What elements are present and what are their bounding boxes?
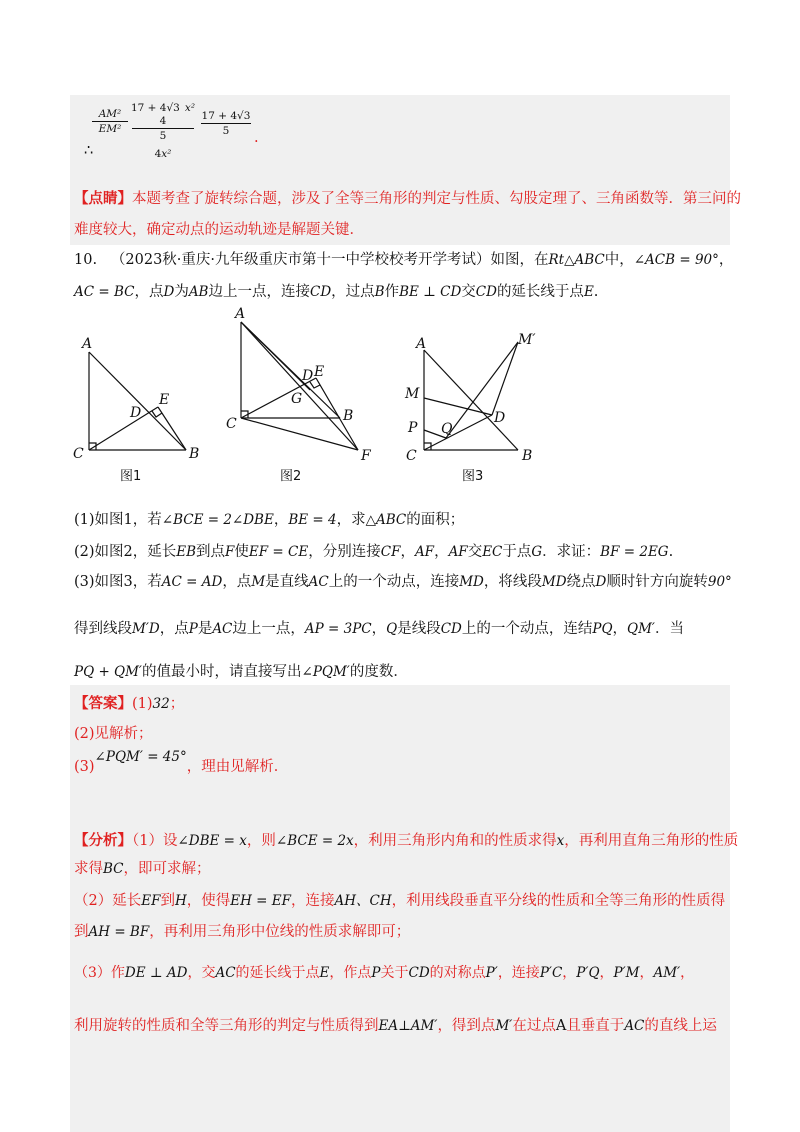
fig3-label-b: B [522, 448, 533, 464]
fig2-label-b: B [343, 408, 354, 424]
question-3-line-3 [74, 661, 408, 683]
problem-point-e: E [583, 284, 594, 300]
analysis-math: ∠DBE = x [177, 833, 247, 849]
problem-point-d: D [163, 284, 175, 300]
q3-text: ，点 [222, 574, 252, 590]
analysis-text: ，作点 [329, 965, 372, 981]
q3-d: D [595, 574, 607, 590]
q3-m: M [251, 574, 266, 590]
analysis-math: AH、CH [334, 893, 392, 909]
analysis-math: AM′ [653, 965, 681, 981]
analysis-text: ，利用线段垂直平分线的性质和全等三角形的性质得 [391, 893, 726, 909]
analysis-text: ，连接 [497, 965, 540, 981]
q3-text: (3)如图3，若 [74, 574, 162, 590]
analysis-math: BC [103, 861, 124, 877]
fig3-line-md [424, 398, 492, 415]
formula-period: . [254, 130, 259, 146]
answer-1-end: ； [169, 696, 185, 712]
question-3-line-2 [74, 618, 684, 640]
analysis-math: H [174, 893, 187, 909]
q2-eb: EB [176, 544, 197, 560]
formula-result-den: 5 [222, 125, 230, 137]
formula-result [198, 110, 254, 137]
question-2 [74, 541, 673, 563]
fig1-caption: 图1 [120, 469, 142, 484]
problem-text: 作 [384, 284, 400, 300]
q3-ap: AP = 3PC [304, 621, 372, 637]
q3-text: 得到线段 [74, 621, 132, 637]
q3-text: 顺时针方向旋转 [606, 574, 708, 590]
q3-sum: PQ + QM′ [74, 664, 143, 680]
fig3-line-mpd [492, 342, 518, 415]
answer-line-2: (2)见解析； [74, 726, 153, 742]
problem-text: 的延长线于点 [496, 284, 584, 300]
q2-text: ．求证： [542, 544, 601, 560]
analysis-p1-line-2 [74, 858, 211, 880]
fig2-label-d: D [302, 368, 314, 384]
problem-rt: Rt△ABC [548, 252, 605, 268]
analysis-p3-line-2 [74, 1015, 717, 1037]
q1-be: BE = 4 [288, 512, 337, 528]
problem-ac-bc: AC = BC [74, 284, 135, 300]
fig3-label-m: M [405, 386, 420, 402]
q3-text: ， [612, 621, 628, 637]
analysis-math: EH = EF [230, 893, 291, 909]
q2-text: 使 [234, 544, 249, 560]
q2-af: AF [414, 544, 435, 560]
formula-den-x: x² [161, 148, 172, 160]
analysis-text: ，连接 [291, 893, 335, 909]
problem-text: ，点 [134, 284, 164, 300]
answer-tag: 【答案】 [74, 695, 132, 712]
q3-mpd: M′D [132, 621, 160, 637]
analysis-text: ， [599, 965, 614, 981]
q1-triangle: △ABC [365, 512, 407, 528]
analysis-text: 的延长线于点 [235, 965, 320, 981]
analysis-tag: 【分析】 [74, 832, 132, 849]
q3-text: ， [371, 621, 387, 637]
q2-af: AF [448, 544, 468, 560]
fig3-label-m-prime: M′ [518, 332, 536, 348]
fig2-label-c: C [226, 416, 237, 432]
analysis-text: （3）作 [74, 965, 125, 981]
problem-number: 10. [74, 252, 98, 268]
q3-text: ，将线段 [483, 574, 542, 590]
problem-source: （2023秋·重庆·九年级重庆市第十一中学校校考开学考试）如图，在 [110, 252, 549, 268]
fig3-label-q: Q [441, 421, 453, 437]
analysis-text: 利用旋转的性质和全等三角形的判定与性质得到 [74, 1018, 379, 1034]
fig1-label-c: C [73, 446, 84, 462]
q2-text: 到点 [196, 544, 226, 560]
q1-text: ，求 [336, 512, 366, 528]
q3-ac: AC [308, 574, 329, 590]
analysis-text: 到 [74, 924, 89, 940]
fig2-label-a: A [235, 306, 246, 322]
answer-3-value: ∠PQM′ = 45° [94, 749, 187, 765]
analysis-math: E [319, 965, 330, 981]
comment-text-1: 本题考查了旋转综合题，涉及了全等三角形的判定与性质、勾股定理了、三角函数等．第三问的 [132, 191, 741, 207]
analysis-text: ，则 [246, 833, 276, 849]
comment-line-2: 难度较大，确定动点的运动轨迹是解题关键． [74, 222, 364, 238]
fig2-line-cf [241, 418, 358, 450]
analysis-math: EF [141, 893, 161, 909]
fig3-label-c: C [406, 448, 417, 464]
fig1-label-b: B [189, 446, 200, 462]
analysis-p3-line-1 [74, 962, 694, 984]
analysis-text: ，得到点 [437, 1018, 496, 1034]
q3-condition: AC = AD [161, 574, 223, 590]
analysis-text: 且垂直于 [566, 1018, 625, 1034]
analysis-math: CD [408, 965, 430, 981]
q3-md: MD [541, 574, 567, 590]
formula-num-4: 4 [159, 115, 167, 127]
problem-perp: BE ⊥ CD [399, 284, 462, 300]
figure-1 [89, 352, 186, 450]
fig3-label-a: A [416, 336, 427, 352]
problem-text: . [593, 284, 599, 300]
analysis-math: P′M [613, 965, 640, 981]
formula-den-4: 4 [154, 148, 162, 160]
q3-cd: CD [440, 621, 462, 637]
fig3-line-qmp [446, 342, 518, 438]
figure-1-labels [73, 336, 199, 484]
analysis-text: （2）延长 [74, 893, 142, 909]
q3-angle: ∠PQM′ [301, 664, 350, 680]
problem-segment-ab: AB [188, 284, 209, 300]
q3-90deg: 90° [707, 574, 732, 590]
q2-text: . [668, 544, 674, 560]
answer-line-1 [74, 693, 184, 715]
analysis-text: ，再利用直角三角形的性质 [564, 833, 739, 849]
fig3-caption: 图3 [462, 469, 484, 484]
analysis-p2-line-1 [74, 890, 725, 912]
answer-3-end: ，理由见解析． [186, 759, 289, 775]
q3-text: 是线段 [397, 621, 441, 637]
q3-qmp: QM′ [627, 621, 655, 637]
formula-lhs [90, 108, 130, 135]
q2-text: 于点 [502, 544, 532, 560]
answer-3-label: (3) [74, 759, 95, 775]
q3-text: 是 [197, 621, 213, 637]
q2-cf: CF [380, 544, 401, 560]
problem-segment-cd: CD [309, 284, 332, 300]
analysis-text: 的对称点 [429, 965, 486, 981]
figure-2 [241, 322, 358, 450]
problem-comma: ， [718, 252, 734, 268]
analysis-text: ，使得 [186, 893, 231, 909]
analysis-math: AH = BF [88, 924, 150, 940]
problem-line-1 [74, 249, 733, 271]
q3-pq: PQ [592, 621, 613, 637]
q3-text: 上的一个动点，连接 [328, 574, 460, 590]
formula-result-num: 17 + 4√3 [201, 110, 251, 122]
figure-3 [424, 342, 518, 450]
formula-den-5: 5 [159, 130, 167, 142]
analysis-text: ，即可求解； [123, 861, 211, 877]
problem-zhong: 中， [604, 252, 634, 268]
analysis-math: AC [215, 965, 236, 981]
fig2-label-g: G [291, 391, 303, 407]
formula-lhs-den: EM² [98, 123, 122, 135]
question-1 [74, 509, 464, 531]
q2-g: G [531, 544, 543, 560]
analysis-text: ，再利用三角形中位线的性质求解即可； [149, 924, 411, 940]
formula-middle [128, 96, 198, 161]
analysis-text: ， [562, 965, 577, 981]
question-3-line-1 [74, 571, 732, 593]
q1-text: ， [273, 512, 289, 528]
q3-ac: AC [212, 621, 233, 637]
analysis-text: ， [680, 965, 695, 981]
analysis-text: ，利用三角形内角和的性质求得 [353, 833, 557, 849]
problem-text: 为 [174, 284, 189, 300]
problem-text: 边上一点，连接 [208, 284, 310, 300]
formula-num-top: 17 + 4√3 [130, 102, 180, 114]
q3-text: ．当 [655, 621, 684, 637]
problem-text: 交 [461, 284, 476, 300]
q2-ef: EF = CE [248, 544, 309, 560]
fig1-label-a: A [82, 336, 93, 352]
q2-result: BF = 2EG [600, 544, 669, 560]
q3-q: Q [386, 621, 398, 637]
analysis-p1-line-1 [74, 830, 738, 852]
comment-tag: 【点睛】 [74, 190, 132, 207]
answer-1-value: 32 [152, 696, 170, 712]
analysis-math: M′ [495, 1018, 513, 1034]
figures-svg [0, 300, 800, 500]
analysis-text: ， [639, 965, 654, 981]
analysis-text: 的直线上运 [644, 1018, 717, 1034]
fig2-caption: 图2 [280, 469, 302, 484]
analysis-text: ，交 [187, 965, 216, 981]
q3-text: 绕点 [566, 574, 596, 590]
analysis-math: DE ⊥ AD [124, 965, 188, 981]
formula-lhs-num: AM² [98, 108, 122, 120]
comment-line-1 [74, 188, 741, 210]
q1-text: 的面积； [406, 512, 465, 528]
analysis-text: 到 [160, 893, 175, 909]
analysis-math: EA⊥AM′ [378, 1018, 438, 1034]
figure-2-labels [226, 306, 372, 484]
fig3-line-cd [424, 415, 492, 450]
q3-text: 的值最小时，请直接写出 [142, 664, 302, 680]
q1-text: (1)如图1，若 [74, 512, 162, 528]
q3-text: 边上一点， [232, 621, 305, 637]
analysis-math: P′Q [576, 965, 600, 981]
fig3-label-p: P [408, 420, 418, 436]
analysis-math: P′C [539, 965, 563, 981]
q3-text: 是直线 [265, 574, 309, 590]
analysis-text: 在过点 [512, 1018, 556, 1034]
fig1-label-e: E [159, 392, 170, 408]
analysis-text: （1）设 [132, 833, 178, 849]
analysis-math: A [555, 1018, 567, 1034]
therefore-symbol: ∴ [84, 143, 94, 159]
analysis-p2-line-2 [74, 921, 410, 943]
problem-angle: ∠ACB = 90° [633, 252, 719, 268]
q2-text: 交 [467, 544, 483, 560]
analysis-math: x [556, 833, 565, 849]
q2-text: ， [400, 544, 415, 560]
answer-1-label: (1) [132, 696, 153, 712]
problem-segment-cd: CD [475, 284, 497, 300]
analysis-text: 关于 [380, 965, 409, 981]
analysis-math: P′ [485, 965, 498, 981]
fig2-line-ag [241, 322, 310, 390]
fig2-label-f: F [361, 448, 371, 464]
problem-point-b: B [374, 284, 385, 300]
fig1-label-d: D [130, 405, 142, 421]
q3-text: ，点 [159, 621, 189, 637]
q2-text: ， [434, 544, 449, 560]
analysis-text: 求得 [74, 861, 103, 877]
analysis-math: AC [624, 1018, 645, 1034]
fig3-label-d: D [494, 410, 506, 426]
analysis-math: ∠BCE = 2x [275, 833, 354, 849]
analysis-math: P [371, 965, 381, 981]
q3-p: P [188, 621, 198, 637]
problem-text: ，过点 [331, 284, 375, 300]
answer-line-3 [74, 749, 289, 778]
q2-ec: EC [482, 544, 503, 560]
fig2-label-e: E [314, 364, 325, 380]
q3-md: MD [459, 574, 484, 590]
fig1-line-ce [89, 407, 158, 450]
q2-text: ，分别连接 [308, 544, 381, 560]
q3-text: 的度数． [349, 664, 408, 680]
q1-condition: ∠BCE = 2∠DBE [161, 512, 274, 528]
q2-f: F [225, 544, 235, 560]
formula-num-x: x² [184, 102, 196, 114]
q2-text: (2)如图2，延长 [74, 544, 177, 560]
fig2-line-af [241, 322, 358, 450]
fig1-side-ab [89, 352, 186, 450]
q3-text: 上的一个动点，连结 [461, 621, 593, 637]
